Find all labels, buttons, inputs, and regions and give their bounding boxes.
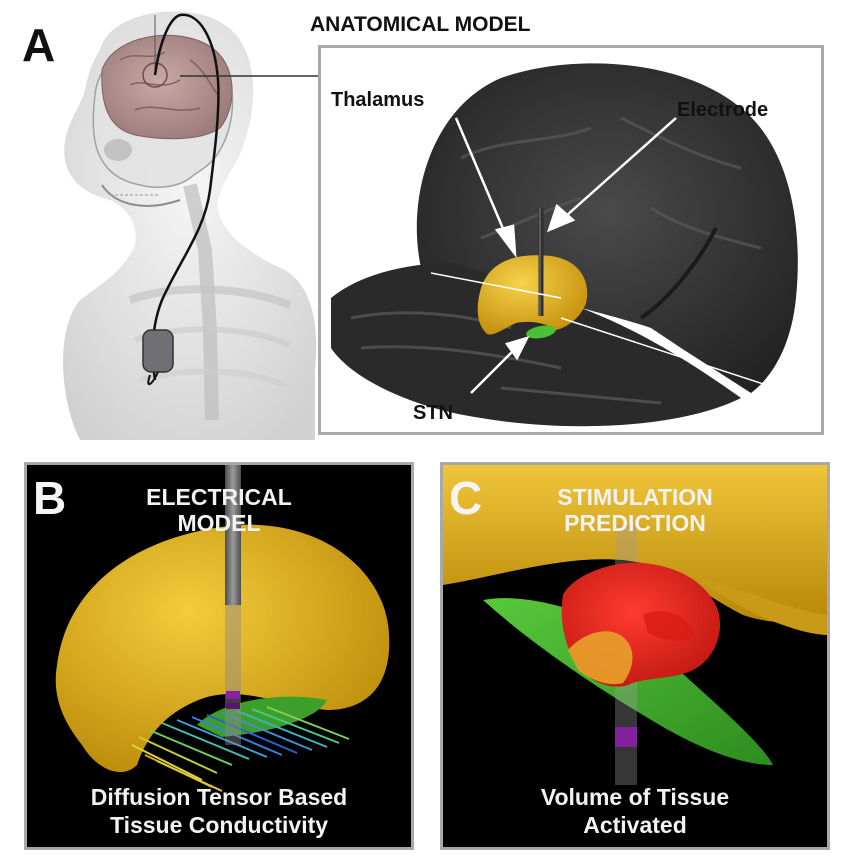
panel-b-caption-line2: Tissue Conductivity [109, 812, 329, 838]
stimulation-prediction-panel [440, 462, 830, 850]
panel-c-letter: C [449, 472, 483, 524]
panel-b-title-line1: ELECTRICAL [146, 484, 292, 510]
label-stn: STN [413, 402, 453, 424]
panel-b-letter: B [33, 472, 67, 524]
panel-c-title-line1: STIMULATION [557, 484, 713, 510]
head-anatomy-illustration [40, 0, 340, 450]
panel-b-title-line2: MODEL [177, 510, 261, 536]
panel-a-title: ANATOMICAL MODEL [310, 13, 531, 36]
panel-c-title-line2: PREDICTION [564, 510, 706, 536]
panel-c-caption-line1: Volume of Tissue [540, 784, 730, 810]
panel-a-letter: A [22, 19, 56, 71]
electrical-model-panel [24, 462, 414, 850]
anatomical-model-panel [318, 45, 824, 435]
label-thalamus: Thalamus [331, 89, 425, 111]
panel-b-caption-line1: Diffusion Tensor Based [90, 784, 348, 810]
panel-c-caption-line2: Activated [583, 812, 687, 838]
label-electrode: Electrode [677, 99, 769, 121]
